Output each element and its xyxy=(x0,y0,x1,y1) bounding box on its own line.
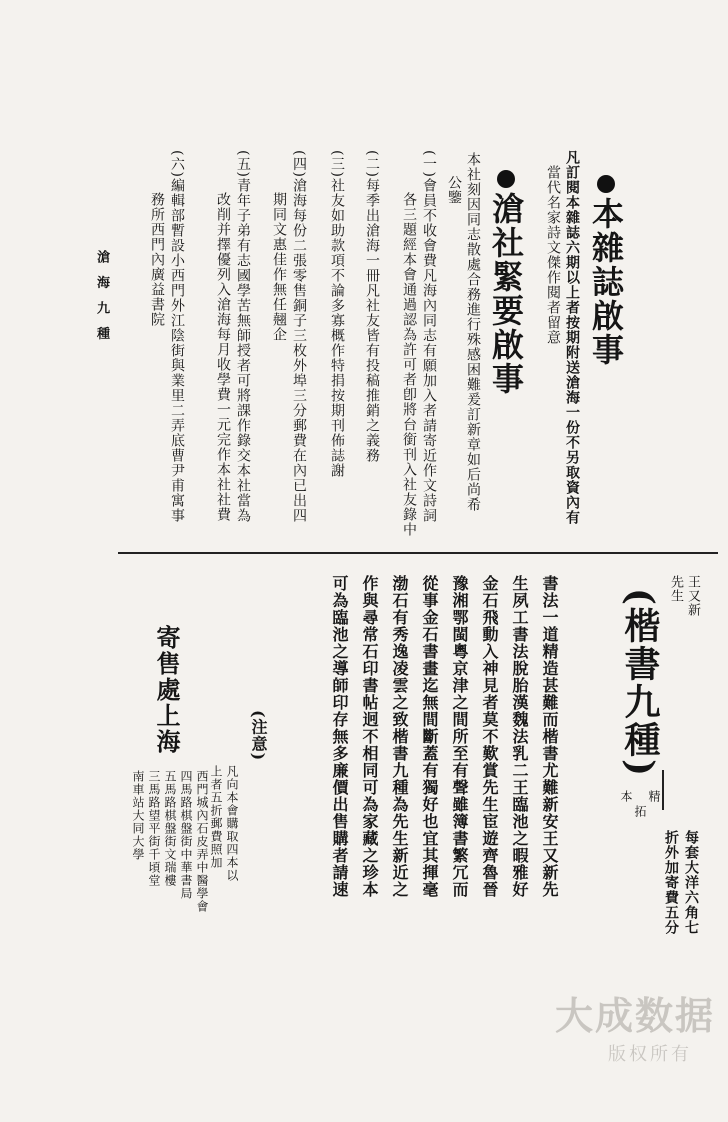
body-line-4: 豫湘鄂閩粵京津之間所至有聲雖簿書繁冗而 xyxy=(450,575,469,898)
sales-line-5: 南車站大同大學 xyxy=(131,770,145,861)
author-name: 王又新 xyxy=(685,575,700,617)
body-line-1: 書法一道精造甚難而楷書尤難新安王又新先 xyxy=(540,575,559,898)
item-1-line-1: (一)會員不收會費凡海內同志有願加入者請寄近作文詩詞 xyxy=(421,150,437,523)
body-line-2: 生夙工書法脫胎漢魏法乳二王臨池之暇雅好 xyxy=(510,575,529,898)
body-line-8: 可為臨池之導師印存無多廉價出售購者請速 xyxy=(330,575,349,898)
body-line-6: 渤石有秀逸凌雲之致楷書九種為先生新近之 xyxy=(390,575,409,898)
body-line-5: 從事金石書畫迄無間斷蓋有獨好也宜其揮毫 xyxy=(420,575,439,898)
bullet-disc-icon xyxy=(497,170,515,188)
notice-line-1: 凡訂閱本雜誌六期以上者按期附送滄海一份不另取資內有 xyxy=(564,150,580,525)
author-honorific: 先生 xyxy=(668,575,683,603)
society-line-1: 本社刻因同志散處合務進行殊感困難爰訂新章如后尚希 xyxy=(465,152,481,512)
society-title: 滄社緊要啟事 xyxy=(490,170,522,396)
item-5-line-1: (五)青年子弟有志國學苦無師授者可將課作錄交本社當為 xyxy=(235,150,251,523)
item-5-line-2: 改削并擇優列入滄海每月收學費一元完作本社社費 xyxy=(215,192,231,522)
bullet-disc-icon xyxy=(597,175,615,193)
watermark-sub: 版权所有 xyxy=(608,1044,692,1065)
price-bracket-mid: 拓 xyxy=(633,805,647,818)
item-3-line-1: (三)社友如助款項不論多寡概作特捐按期刊佈誌謝 xyxy=(329,150,345,478)
book-title: (楷書九種) xyxy=(619,588,661,779)
sales-line-3: 五馬路棋盤街文瑞樓 xyxy=(163,770,177,887)
section-divider xyxy=(118,552,718,554)
sales-line-1: 西門城內石皮弄中醫學會 xyxy=(195,770,209,913)
note-line-1: 凡向本會購取四本以 xyxy=(225,765,239,882)
body-line-3: 金石飛動入神見者莫不歎賞先生宦遊齊魯晉 xyxy=(480,575,499,898)
price-line-2: 折外加寄費五分 xyxy=(663,830,679,935)
item-1-line-2: 各三題經本會通過認為許可者卽將台銜刊入社友錄中 xyxy=(401,192,417,537)
item-4-line-2: 期同文惠佳作無任翹企 xyxy=(271,192,287,342)
item-6-line-2: 務所西門內廣益書院 xyxy=(149,192,165,327)
page-footer: 滄 海 九 種 xyxy=(94,250,109,344)
note-title: (注意) xyxy=(249,710,268,762)
notice-title: 本雜誌啟事 xyxy=(590,175,622,367)
notice-line-2: 當代名家詩文傑作閱者留意 xyxy=(545,165,561,345)
sales-line-4: 三馬路望平街千頃堂 xyxy=(147,770,161,887)
price-bracket-top: 精 xyxy=(647,790,661,803)
price-bracket-rule xyxy=(662,770,664,810)
sales-line-2: 四馬路棋盤街中華書局 xyxy=(179,770,193,900)
price-bracket-bottom: 本 xyxy=(619,790,633,803)
sales-title: 寄售處上海 xyxy=(152,625,181,755)
body-line-7: 作與尋常石印書帖迥不相同可為家藏之珍本 xyxy=(360,575,379,898)
item-4-line-1: (四)滄海每份二張零售銅子三枚外埠三分郵費在內已出四 xyxy=(291,150,307,523)
item-2-line-1: (二)每季出滄海一冊凡社友皆有投稿推銷之義務 xyxy=(364,150,380,463)
item-6-line-1: (六)編輯部暫設小西門外江陰街與業里二弄底曹尹甫寓事 xyxy=(169,150,185,523)
watermark-main: 大成数据 xyxy=(555,994,716,1038)
price-line-1: 每套大洋六角七 xyxy=(683,830,699,935)
society-line-2: 公鑒 xyxy=(446,175,462,205)
note-line-2: 上者五折郵費照加 xyxy=(209,765,223,869)
